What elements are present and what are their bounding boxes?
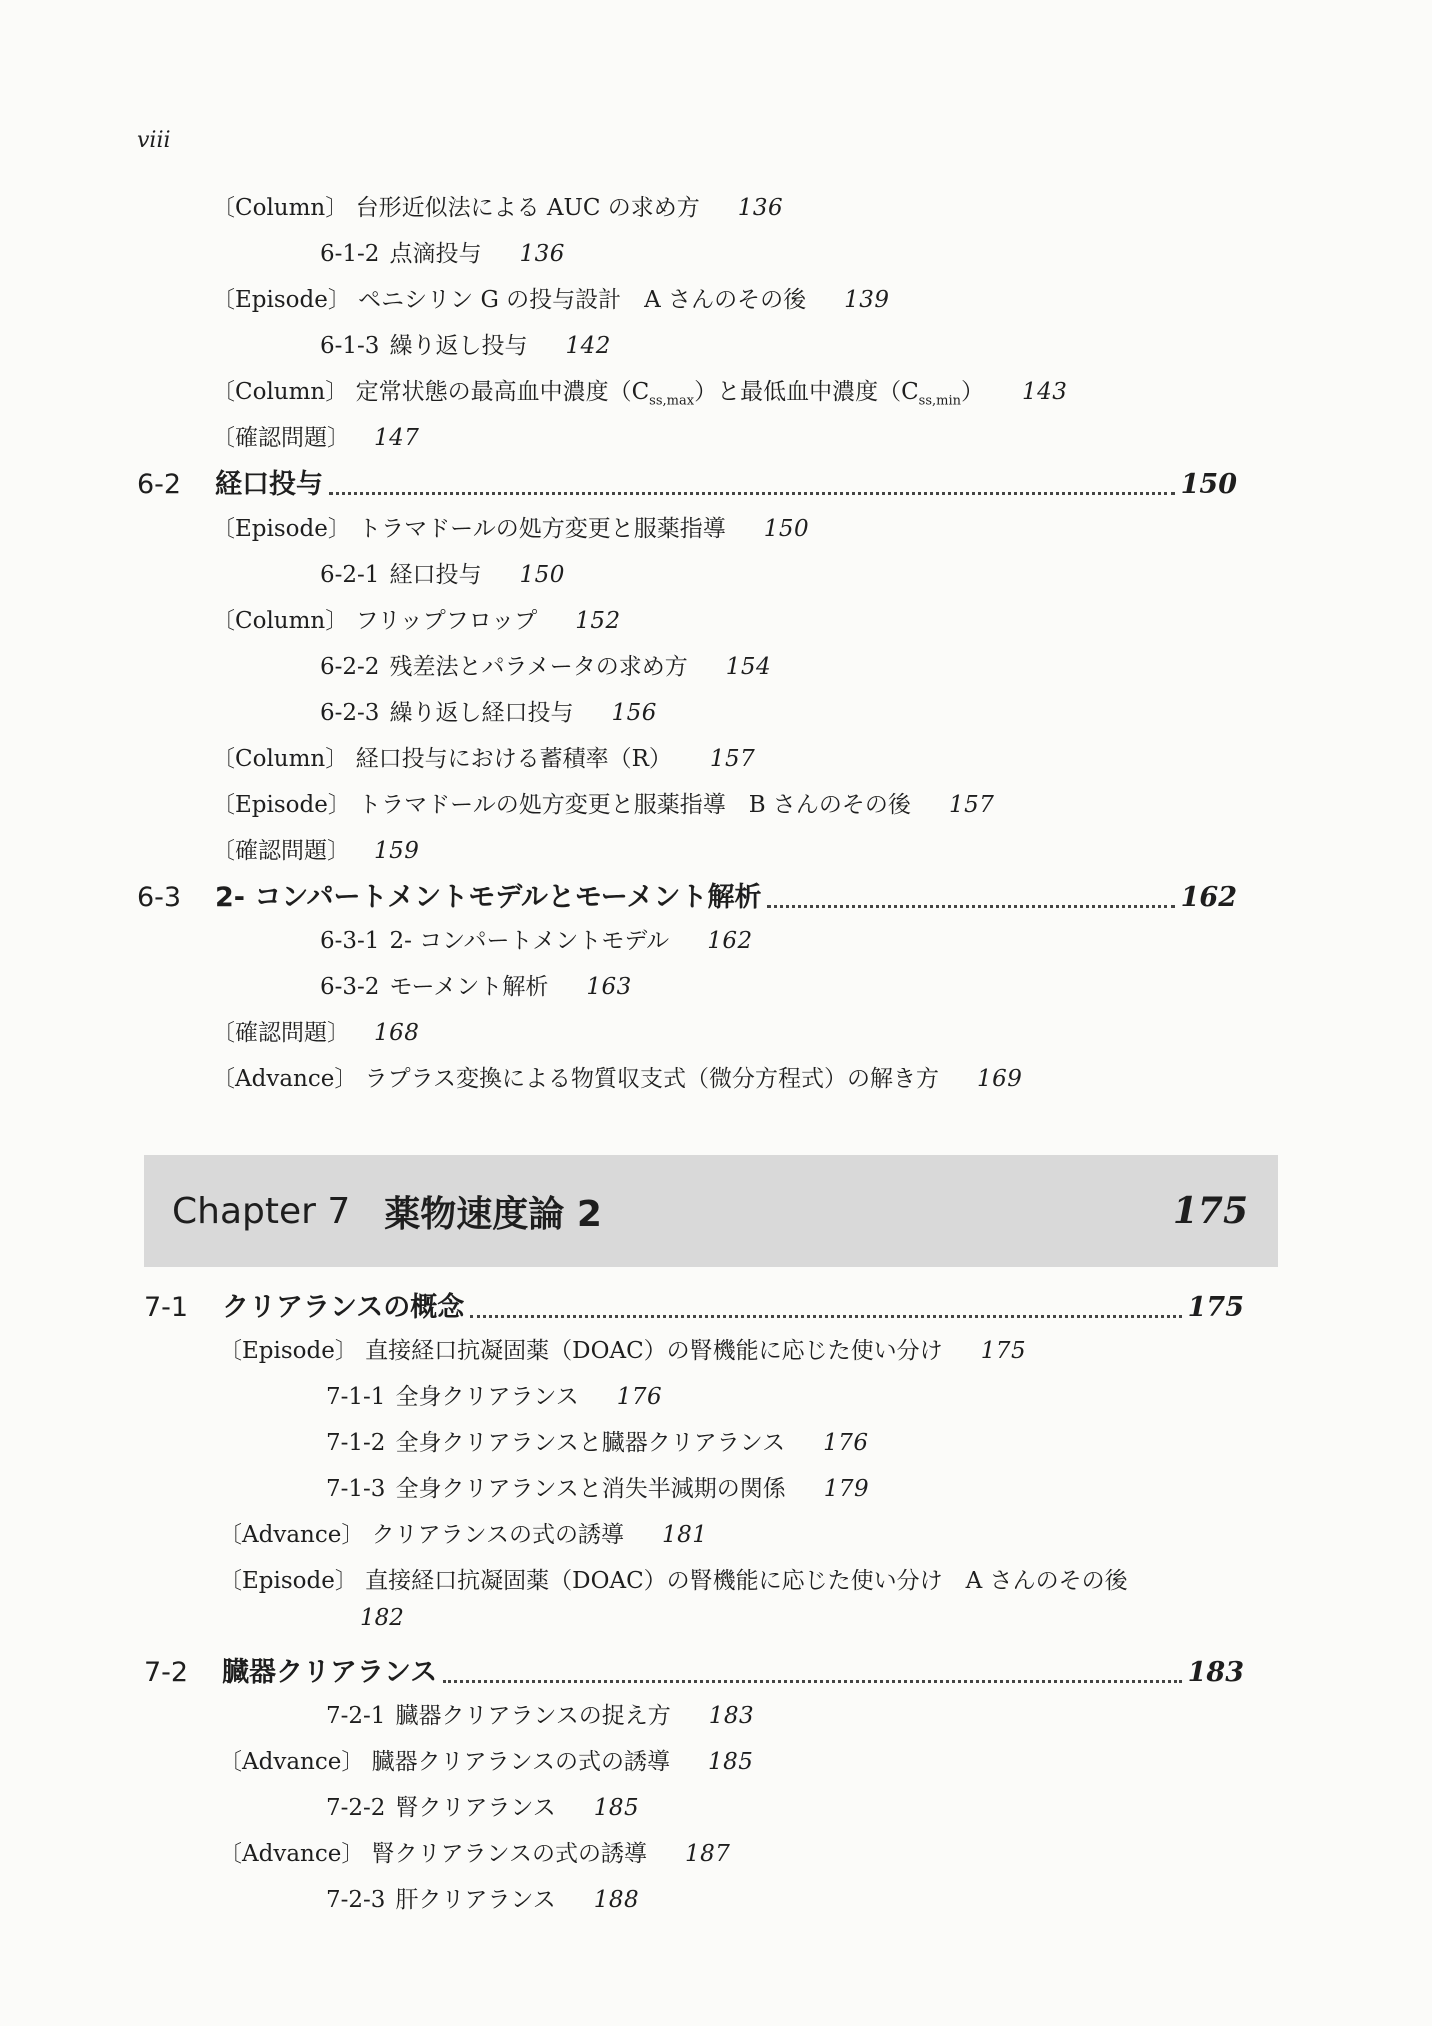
entry-title: 腎クリアランスの式の誘導 bbox=[371, 1841, 647, 1867]
entry-title: 肝クリアランス bbox=[395, 1887, 556, 1913]
entry-title: トラマドールの処方変更と服薬指導 B さんのその後 bbox=[358, 792, 911, 818]
entry-title: 直接経口抗凝固薬（DOAC）の腎機能に応じた使い分け bbox=[365, 1338, 943, 1364]
chapter-page: 175 bbox=[1172, 1190, 1248, 1232]
chapter-banner bbox=[144, 1155, 1278, 1267]
entry-title: 台形近似法による AUC の求め方 bbox=[355, 195, 700, 221]
toc-entry bbox=[212, 283, 890, 317]
toc-entry bbox=[212, 512, 809, 546]
toc-entry bbox=[219, 1334, 1026, 1368]
entry-number: 6-3-1 bbox=[320, 928, 380, 954]
section-title: クリアランスの概念 bbox=[222, 1292, 465, 1323]
entry-title: 経口投与 bbox=[389, 562, 482, 588]
section-heading-6-2 bbox=[137, 463, 1237, 507]
section-page: 183 bbox=[1187, 1657, 1244, 1688]
toc-entry bbox=[320, 970, 632, 1004]
entry-tag: 〔Column〕 bbox=[212, 379, 349, 405]
entry-title: 繰り返し経口投与 bbox=[389, 700, 574, 726]
toc-entry bbox=[219, 1837, 730, 1871]
entry-page: 168 bbox=[374, 1020, 420, 1046]
entry-page: 188 bbox=[593, 1887, 640, 1913]
toc-entry bbox=[320, 237, 565, 271]
entry-page: 181 bbox=[661, 1522, 708, 1548]
entry-page: 175 bbox=[980, 1338, 1027, 1364]
entry-page: 159 bbox=[374, 838, 420, 864]
entry-page: 185 bbox=[707, 1749, 754, 1775]
entry-tag: 〔Advance〕 bbox=[219, 1841, 365, 1867]
section-number: 6-3 bbox=[137, 882, 182, 913]
entry-page: 150 bbox=[519, 562, 565, 588]
entry-title: 点滴投与 bbox=[389, 241, 482, 267]
chapter-title: 薬物速度論 2 bbox=[384, 1193, 602, 1235]
leader-dots bbox=[767, 905, 1174, 908]
toc-entry bbox=[320, 329, 611, 363]
toc-entry bbox=[212, 742, 755, 776]
entry-tag: 〔Column〕 bbox=[212, 746, 349, 772]
entry-page: 185 bbox=[593, 1795, 640, 1821]
section-page: 162 bbox=[1180, 882, 1237, 913]
toc-entry bbox=[326, 1426, 868, 1460]
entry-tag: 〔Episode〕 bbox=[212, 516, 351, 542]
leader-dots bbox=[329, 492, 1175, 495]
section-heading-6-3 bbox=[137, 876, 1237, 920]
entry-tag: 〔確認問題〕 bbox=[212, 1020, 350, 1046]
entry-page: 150 bbox=[763, 516, 810, 542]
entry-tag: 〔Advance〕 bbox=[219, 1749, 365, 1775]
section-heading-7-1 bbox=[144, 1286, 1244, 1330]
entry-title: 経口投与における蓄積率（R） bbox=[355, 746, 672, 772]
entry-page: 169 bbox=[976, 1066, 1023, 1092]
toc-entry bbox=[212, 191, 783, 225]
entry-page: 176 bbox=[616, 1384, 663, 1410]
toc-entry bbox=[326, 1472, 869, 1506]
entry-title: 繰り返し投与 bbox=[389, 333, 528, 359]
section-title: 経口投与 bbox=[215, 469, 323, 500]
toc-entry bbox=[212, 604, 621, 638]
entry-page: 152 bbox=[575, 608, 621, 634]
entry-number: 6-3-2 bbox=[320, 974, 380, 1000]
entry-page: 187 bbox=[684, 1841, 731, 1867]
entry-number: 6-2-3 bbox=[320, 700, 380, 726]
entry-page: 157 bbox=[948, 792, 995, 818]
entry-page: 157 bbox=[709, 746, 756, 772]
entry-tag: 〔Column〕 bbox=[212, 195, 349, 221]
entry-page: 156 bbox=[611, 700, 657, 726]
section-number: 6-2 bbox=[137, 469, 182, 500]
entry-number: 7-1-3 bbox=[326, 1476, 386, 1502]
entry-tag: 〔確認問題〕 bbox=[212, 838, 350, 864]
entry-title: フリップフロップ bbox=[355, 608, 538, 634]
entry-page: 154 bbox=[725, 654, 772, 680]
entry-title: 腎クリアランス bbox=[395, 1795, 556, 1821]
entry-number: 6-1-3 bbox=[320, 333, 380, 359]
section-title: 臓器クリアランス bbox=[222, 1657, 438, 1688]
toc-entry bbox=[219, 1745, 753, 1779]
toc-entry bbox=[212, 1062, 1022, 1096]
section-page: 150 bbox=[1180, 469, 1237, 500]
entry-page: 182 bbox=[360, 1605, 404, 1631]
entry-tag: 〔Episode〕 bbox=[212, 287, 351, 313]
toc-entry bbox=[320, 924, 753, 958]
toc-entry bbox=[320, 696, 657, 730]
entry-page: 162 bbox=[707, 928, 753, 954]
entry-tag: 〔Advance〕 bbox=[212, 1066, 358, 1092]
entry-title: モーメント解析 bbox=[389, 974, 549, 1000]
leader-dots bbox=[443, 1680, 1181, 1683]
section-heading-7-2 bbox=[144, 1651, 1244, 1695]
entry-page: 143 bbox=[1022, 379, 1068, 405]
entry-title: ラプラス変換による物質収支式（微分方程式）の解き方 bbox=[364, 1066, 939, 1092]
entry-title: クリアランスの式の誘導 bbox=[371, 1522, 624, 1548]
toc-entry bbox=[212, 788, 994, 822]
section-number: 7-2 bbox=[144, 1657, 189, 1688]
entry-title: 定常状態の最高血中濃度$(C_{ss,max})$と最低血中濃度$(C_{ss,min})$ bbox=[355, 379, 985, 409]
entry-tag: 〔確認問題〕 bbox=[212, 425, 350, 451]
entry-page: 163 bbox=[586, 974, 632, 1000]
section-number: 7-1 bbox=[144, 1292, 189, 1323]
toc-entry bbox=[320, 650, 771, 684]
toc-entry bbox=[326, 1380, 662, 1414]
entry-page: 176 bbox=[823, 1430, 869, 1456]
entry-tag: 〔Episode〕 bbox=[219, 1338, 358, 1364]
entry-number: 7-2-2 bbox=[326, 1795, 386, 1821]
entry-tag: 〔Column〕 bbox=[212, 608, 349, 634]
entry-title: 直接経口抗凝固薬（DOAC）の腎機能に応じた使い分け A さんのその後 bbox=[365, 1568, 1128, 1594]
entry-page: 136 bbox=[519, 241, 565, 267]
entry-number: 6-2-1 bbox=[320, 562, 380, 588]
entry-page: 183 bbox=[708, 1703, 755, 1729]
toc-entry bbox=[219, 1518, 707, 1552]
toc-entry bbox=[212, 834, 419, 868]
toc-entry bbox=[219, 1564, 1128, 1598]
entry-title: 残差法とパラメータの求め方 bbox=[389, 654, 688, 680]
entry-number: 7-1-1 bbox=[326, 1384, 386, 1410]
chapter-label: Chapter 7 bbox=[172, 1190, 351, 1232]
toc-entry bbox=[326, 1883, 639, 1917]
page-number: viii bbox=[137, 128, 171, 153]
entry-page: 147 bbox=[374, 425, 420, 451]
leader-dots bbox=[470, 1315, 1181, 1318]
entry-page: 142 bbox=[565, 333, 611, 359]
entry-number: 7-1-2 bbox=[326, 1430, 386, 1456]
entry-title: ペニシリン G の投与設計 A さんのその後 bbox=[358, 287, 807, 313]
entry-title: 臓器クリアランスの捉え方 bbox=[395, 1703, 671, 1729]
toc-entry bbox=[212, 375, 1067, 409]
entry-title: 臓器クリアランスの式の誘導 bbox=[371, 1749, 670, 1775]
section-page: 175 bbox=[1187, 1292, 1244, 1323]
entry-page: 136 bbox=[737, 195, 784, 221]
toc-entry bbox=[320, 558, 565, 592]
entry-title: 全身クリアランス bbox=[395, 1384, 579, 1410]
entry-tag: 〔Episode〕 bbox=[212, 792, 351, 818]
entry-title: 2- コンパートメントモデル bbox=[389, 928, 670, 954]
entry-number: 7-2-3 bbox=[326, 1887, 386, 1913]
section-title: 2- コンパートメントモデルとモーメント解析 bbox=[215, 882, 762, 913]
entry-number: 6-2-2 bbox=[320, 654, 380, 680]
entry-page: 139 bbox=[844, 287, 890, 313]
toc-entry bbox=[212, 1016, 419, 1050]
entry-title: 全身クリアランスと消失半減期の関係 bbox=[395, 1476, 786, 1502]
entry-title: トラマドールの処方変更と服薬指導 bbox=[358, 516, 726, 542]
entry-page: 179 bbox=[823, 1476, 870, 1502]
toc-entry bbox=[212, 421, 419, 455]
entry-title: 全身クリアランスと臓器クリアランス bbox=[395, 1430, 786, 1456]
entry-tag: 〔Episode〕 bbox=[219, 1568, 358, 1594]
entry-number: 6-1-2 bbox=[320, 241, 380, 267]
toc-entry bbox=[326, 1699, 754, 1733]
entry-number: 7-2-1 bbox=[326, 1703, 386, 1729]
toc-entry bbox=[326, 1791, 639, 1825]
entry-tag: 〔Advance〕 bbox=[219, 1522, 365, 1548]
